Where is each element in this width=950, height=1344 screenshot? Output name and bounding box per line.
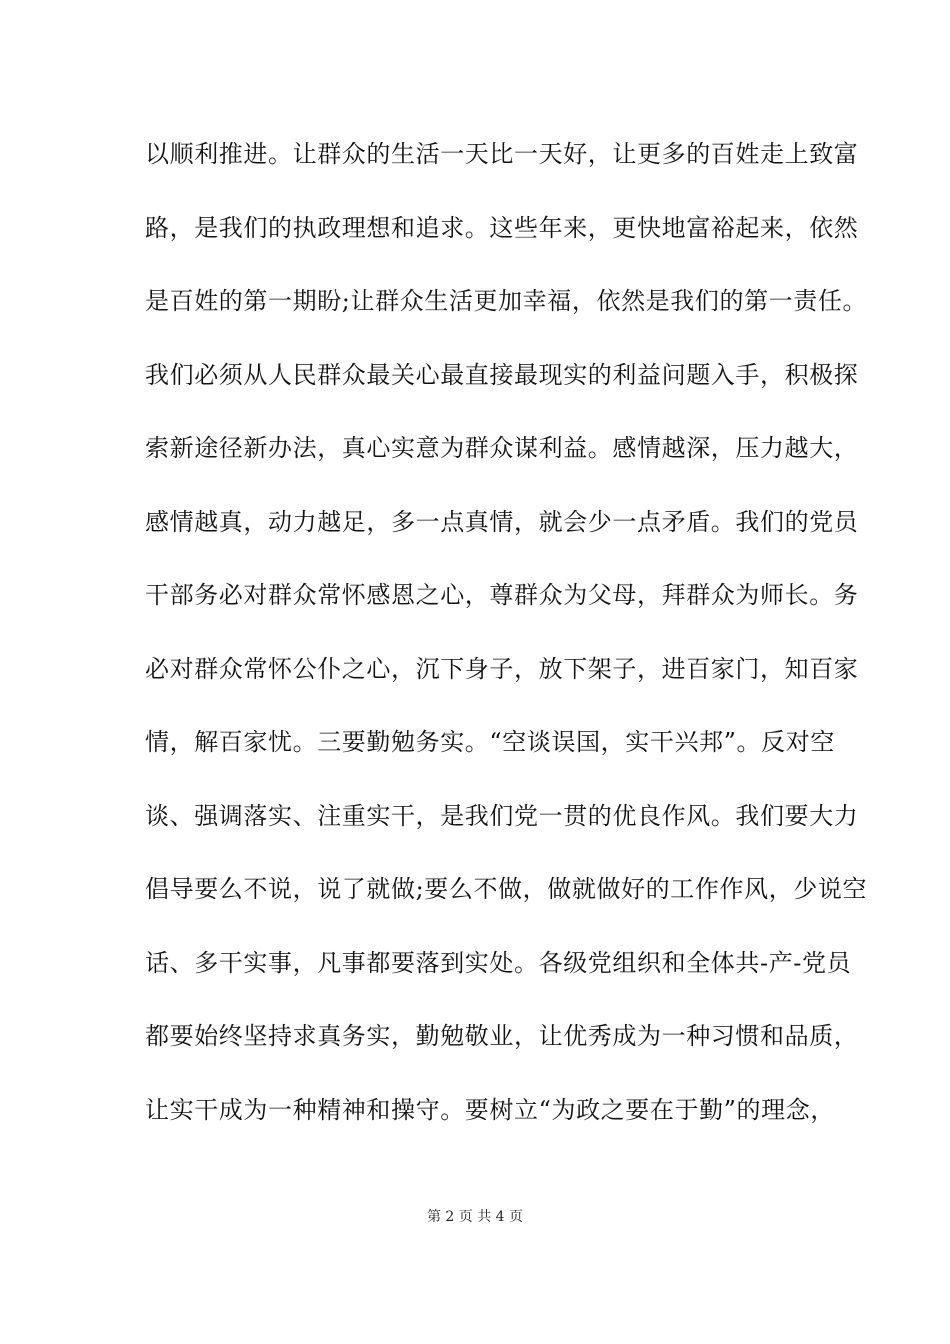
text-line: 话、多干实事，凡事都要落到实处。各级党组织和全体共-产-党员 [145,948,852,977]
text-line: 索新途径新办法，真心实意为群众谋利益。感情越深，压力越大， [145,434,859,462]
text-line: 感情越真，动力越足，多一点真情，就会少一点矛盾。我们的党员 [145,507,859,536]
text-line: 让实干成为一种精神和操守。要树立“为政之要在于勤”的理念， [145,1095,835,1124]
text-line: 我们必须从人民群众最关心最直接最现实的利益问题入手，积极探 [145,360,859,389]
text-line: 谈、强调落实、注重实干，是我们党一贯的优良作风。我们要大力 [145,801,859,830]
text-line: 以顺利推进。让群众的生活一天比一天好，让更多的百姓走上致富 [145,140,859,168]
body-text [145,132,868,1161]
text-line: 是百姓的第一期盼;让群众生活更加幸福，依然是我们的第一责任。 [145,287,868,315]
text-line: 都要始终坚持求真务实，勤勉敬业，让优秀成为一种习惯和品质， [145,1022,859,1050]
text-line: 干部务必对群众常怀感恩之心，尊群众为父母，拜群众为师长。务 [145,581,859,609]
text-line: 路，是我们的执政理想和追求。这些年来，更快地富裕起来，依然 [145,213,859,242]
page-footer: 第 2 页 共 4 页 [426,1209,524,1225]
text-line: 倡导要么不说，说了就做;要么不做，做就做好的工作作风，少说空 [145,875,868,903]
text-line: 必对群众常怀公仆之心，沉下身子，放下架子，进百家门，知百家 [145,654,859,683]
text-line: 情，解百家忧。三要勤勉务实。“空谈误国，实干兴邦”。反对空 [145,728,835,756]
